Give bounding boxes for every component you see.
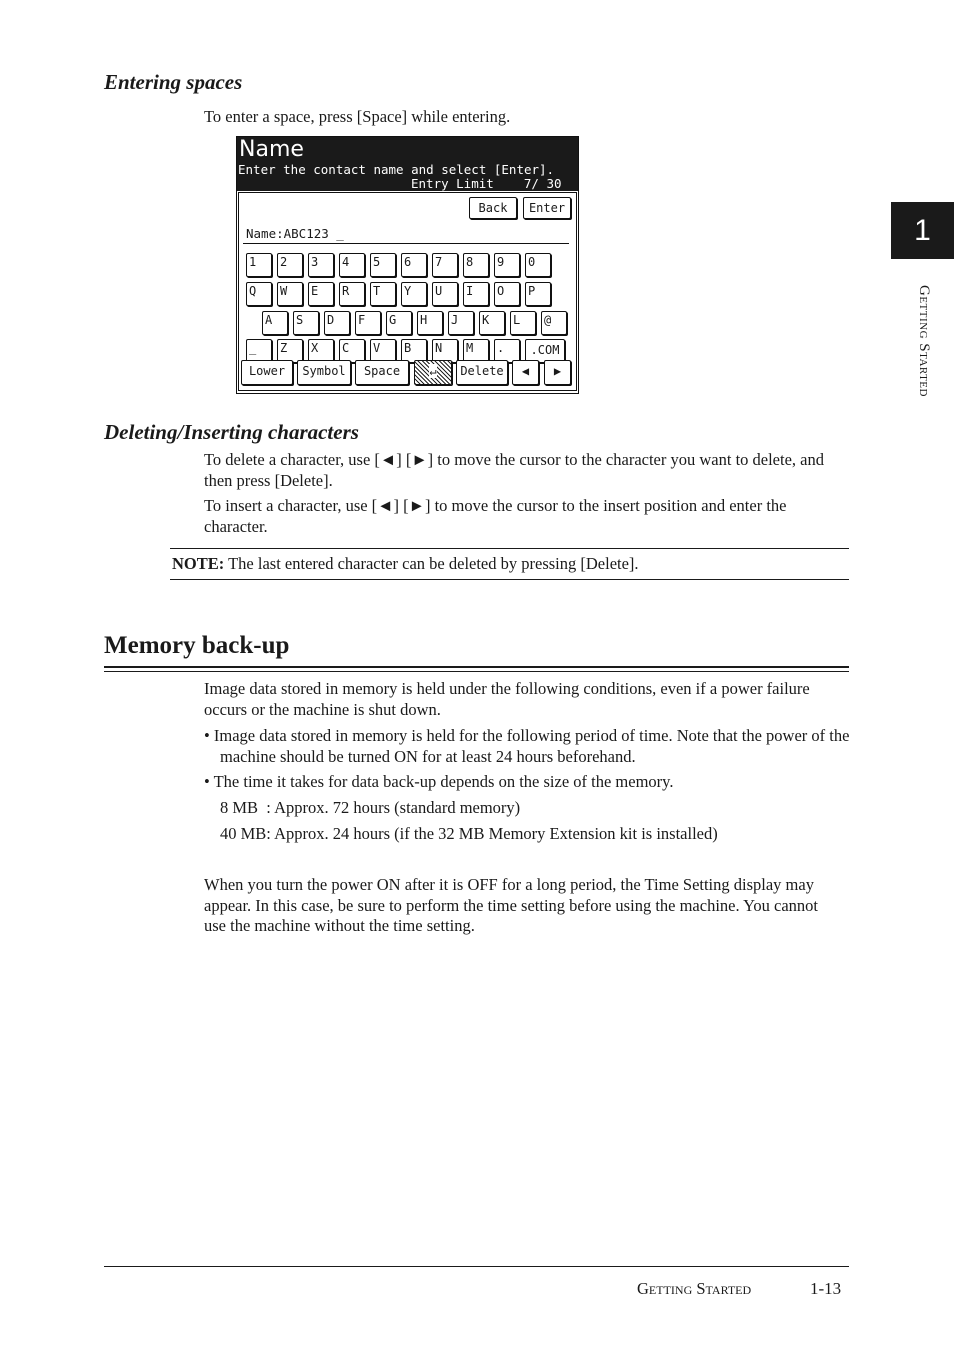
keyboard-key[interactable]: S xyxy=(293,311,319,335)
keyboard-key[interactable]: B xyxy=(401,339,427,363)
keyboard-key[interactable]: @ xyxy=(541,311,567,335)
keyboard-key[interactable]: G xyxy=(386,311,412,335)
keyboard-key[interactable]: 2 xyxy=(277,253,303,277)
screen-instruction: Enter the contact name and select [Enter]. xyxy=(238,162,555,177)
enter-button[interactable]: Enter xyxy=(523,197,571,219)
keyboard-key[interactable]: O xyxy=(494,282,520,306)
keyboard-key[interactable]: W xyxy=(277,282,303,306)
heading-rule-thin xyxy=(104,671,849,672)
keyboard-key[interactable]: F xyxy=(355,311,381,335)
chapter-tab xyxy=(891,202,954,259)
keyboard-key[interactable]: Q xyxy=(246,282,272,306)
keyboard-key[interactable]: A xyxy=(262,311,288,335)
footer-rule xyxy=(104,1266,849,1267)
keyboard-panel xyxy=(238,192,577,391)
screen-header xyxy=(237,137,578,191)
entering-spaces-intro: To enter a space, press [Space] while entering. xyxy=(204,107,511,126)
keyboard-key[interactable]: 0 xyxy=(525,253,551,277)
keyboard-key[interactable]: K xyxy=(479,311,505,335)
memory-intro: Image data stored in memory is held under the following conditions, even if a power failure occurs or the machine is shut down. xyxy=(204,679,810,719)
keyboard-key[interactable]: N xyxy=(432,339,458,363)
return-arrow-icon: ↵ xyxy=(429,364,437,378)
memory-bullet-2: • The time it takes for data back-up depends on the size of the memory. xyxy=(204,772,674,791)
keyboard-key[interactable]: L xyxy=(510,311,536,335)
keyboard-key[interactable]: R xyxy=(339,282,365,306)
keyboard-key[interactable]: I xyxy=(463,282,489,306)
keyboard-key[interactable]: D xyxy=(324,311,350,335)
keyboard-key[interactable]: .COM xyxy=(525,339,565,363)
note-text: The last entered character can be deleted by pressing [Delete]. xyxy=(224,554,639,573)
keyboard-key[interactable]: X xyxy=(308,339,334,363)
insert-paragraph: To insert a character, use [◄] [►] to move the cursor to the insert position and enter the character. xyxy=(204,496,787,536)
time-setting-paragraph: When you turn the power ON after it is OFF for a long period, the Time Setting display may appear. In this case, be sure to perform the time setting before using the machine. You cannot use the machine without the time setting. xyxy=(204,875,818,935)
keyboard-key[interactable]: C xyxy=(339,339,365,363)
chapter-number: 1 xyxy=(914,213,931,247)
keyboard-key[interactable]: U xyxy=(432,282,458,306)
keyboard-key[interactable]: 8 xyxy=(463,253,489,277)
keyboard-key[interactable]: E xyxy=(308,282,334,306)
name-underline xyxy=(243,243,569,244)
memory-backup-heading: Memory back-up xyxy=(104,632,290,659)
keyboard-key[interactable]: 9 xyxy=(494,253,520,277)
cursor-right-key[interactable] xyxy=(544,360,571,385)
entering-spaces-heading: Entering spaces xyxy=(104,70,243,94)
cursor-left-key[interactable] xyxy=(512,360,539,385)
keyboard-key[interactable]: J xyxy=(448,311,474,335)
note-label: NOTE: xyxy=(172,554,225,573)
lower-key[interactable]: Lower xyxy=(241,360,293,385)
keyboard-key[interactable]: H xyxy=(417,311,443,335)
name-entry-screen xyxy=(236,136,579,394)
footer-section: Getting Started xyxy=(637,1279,752,1298)
space-key[interactable]: Space xyxy=(355,360,409,385)
screen-title: Name xyxy=(239,137,304,162)
memory-40mb: 40 MB: Approx. 24 hours (if the 32 MB Memory Extension kit is installed) xyxy=(220,824,718,843)
deleting-heading: Deleting/Inserting characters xyxy=(104,420,359,444)
keyboard-key[interactable]: . xyxy=(494,339,520,363)
keyboard-key[interactable]: 3 xyxy=(308,253,334,277)
back-button[interactable]: Back xyxy=(469,197,517,219)
right-arrow-icon: ▶ xyxy=(553,364,562,378)
chapter-side-label: Getting Started xyxy=(916,285,932,397)
keyboard-key[interactable]: 1 xyxy=(246,253,272,277)
heading-rule-thick xyxy=(104,666,849,668)
keyboard-key[interactable]: P xyxy=(525,282,551,306)
symbol-key[interactable]: Symbol xyxy=(297,360,351,385)
note-top-rule xyxy=(170,548,849,549)
memory-bullet-1: • Image data stored in memory is held for the following period of time. Note that the power of the machine should be turned ON for at least 24 hours beforehand. xyxy=(204,726,850,766)
keyboard-key[interactable]: Y xyxy=(401,282,427,306)
keyboard-key[interactable]: V xyxy=(370,339,396,363)
note xyxy=(172,554,639,575)
delete-paragraph: To delete a character, use [◄] [►] to move the cursor to the character you want to delete, and then press [Delete]. xyxy=(204,450,824,490)
keyboard-key[interactable]: 7 xyxy=(432,253,458,277)
keyboard-key[interactable]: 5 xyxy=(370,253,396,277)
keyboard-key[interactable]: M xyxy=(463,339,489,363)
memory-8mb: 8 MB : Approx. 72 hours (standard memory) xyxy=(220,798,521,817)
entry-limit: Entry Limit 7/ 30 xyxy=(411,176,562,191)
keyboard-key[interactable]: _ xyxy=(246,339,272,363)
name-field: Name:ABC123 _ xyxy=(246,226,344,241)
enter-return-key[interactable] xyxy=(414,360,452,385)
keyboard-key[interactable]: T xyxy=(370,282,396,306)
page-number: 1-13 xyxy=(810,1279,842,1298)
keyboard-key[interactable]: 4 xyxy=(339,253,365,277)
delete-key[interactable]: Delete xyxy=(456,360,508,385)
keyboard-key[interactable]: 6 xyxy=(401,253,427,277)
left-arrow-icon: ◀ xyxy=(521,364,530,378)
note-bottom-rule xyxy=(170,579,849,580)
keyboard-key[interactable]: Z xyxy=(277,339,303,363)
